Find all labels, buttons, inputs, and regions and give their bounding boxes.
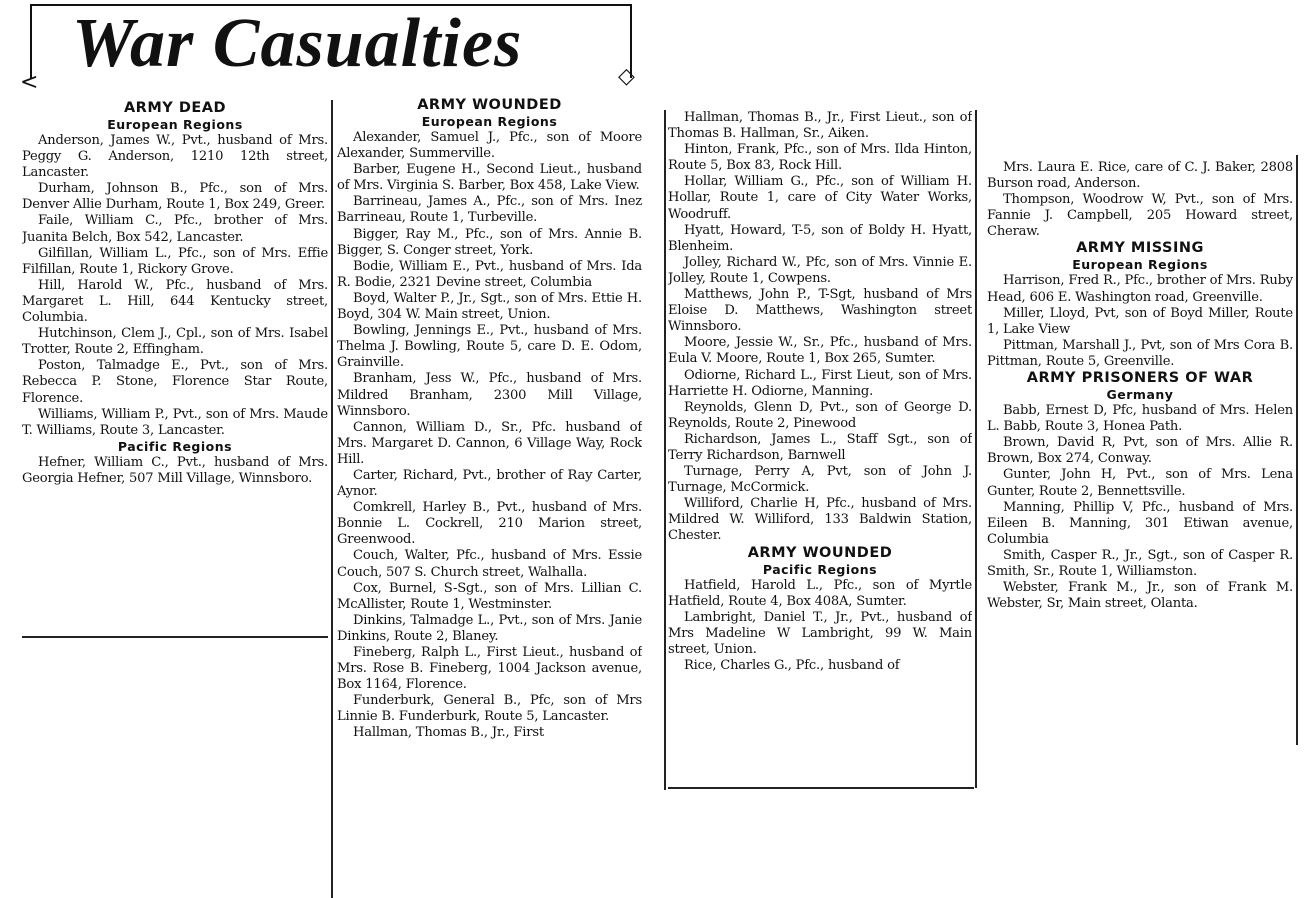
section-subheading: Germany [1106,387,1174,403]
casualty-entry: Smith, Casper R., Jr., Sgt., son of Casper R. Smith, Sr., Route 1, Williamston. [987,547,1293,579]
casualty-entry: Hinton, Frank, Pfc., son of Mrs. Ilda Hinton, Route 5, Box 83, Rock Hill. [668,142,972,174]
column-divider [975,110,977,788]
section-heading: ARMY WOUNDED [417,97,562,113]
casualty-entry: Bowling, Jennings E., Pvt., husband of Mrs. Thelma J. Bowling, Route 5, care D. E. Odom, Grainville. [337,323,642,371]
casualty-entry: Gunter, John H, Pvt., son of Mrs. Lena Gunter, Route 2, Bennettsville. [987,467,1293,499]
entry-list [668,110,972,545]
column-army-dead [22,100,328,630]
section-heading: ARMY DEAD [123,100,227,116]
casualty-entry: Richardson, James L., Staff Sgt., son of Terry Richardson, Barnwell [668,431,972,463]
corner-ornament-right: ◇ [618,64,635,89]
casualty-entry: Webster, Frank M., Jr., son of Frank M. Webster, Sr, Main street, Olanta. [987,580,1293,612]
casualty-entry: Babb, Ernest D, Pfc, husband of Mrs. Helen L. Babb, Route 3, Honea Path. [987,403,1293,435]
casualty-entry: Couch, Walter, Pfc., husband of Mrs. Essie Couch, 507 S. Church street, Walhalla. [337,548,642,580]
casualty-entry: Funderburk, General B., Pfc, son of Mrs Linnie B. Funderburk, Route 5, Lancaster. [337,693,642,725]
casualty-entry: Turnage, Perry A, Pvt, son of John J. Turnage, McCormick. [668,464,972,496]
casualty-entry: Hyatt, Howard, T-5, son of Boldy H. Hyatt, Blenheim. [668,222,972,254]
section-heading: ARMY PRISONERS OF WAR [1026,370,1254,387]
casualty-entry: Hutchinson, Clem J., Cpl., son of Mrs. Isabel Trotter, Route 2, Effingham. [22,326,328,358]
casualty-entry: Durham, Johnson B., Pfc., son of Mrs. Denver Allie Durham, Route 1, Box 249, Greer. [22,181,328,213]
section-subheading: Pacific Regions [117,438,233,454]
casualty-entry: Pittman, Marshall J., Pvt, son of Mrs Cora B. Pittman, Route 5, Greenville. [987,337,1293,369]
casualty-entry: Comkrell, Harley B., Pvt., husband of Mrs. Bonnie L. Cockrell, 210 Marion street, Greenwood. [337,500,642,548]
casualty-entry: Odiorne, Richard L., First Lieut, son of Mrs. Harriette H. Odiorne, Manning. [668,367,972,399]
column-divider [664,110,666,790]
casualty-entry: Cox, Burnel, S-Sgt., son of Mrs. Lillian C. McAllister, Route 1, Westminster. [337,580,642,612]
casualty-entry: Carter, Richard, Pvt., brother of Ray Carter, Aynor. [337,467,642,500]
casualty-entry: Mrs. Laura E. Rice, care of C. J. Baker, 2808 Burson road, Anderson. [987,160,1293,192]
section-subheading: European Regions [1072,257,1208,273]
casualty-entry: Barrineau, James A., Pfc., son of Mrs. Inez Barrineau, Route 1, Turbeville. [337,194,642,226]
entry-list [337,130,642,742]
casualty-entry: Thompson, Woodrow W, Pvt., son of Mrs. Fannie J. Campbell, 205 Howard street, Cheraw. [987,192,1293,240]
section-subheading: European Regions [421,114,558,129]
casualty-entry: Dinkins, Talmadge L., Pvt., son of Mrs. Janie Dinkins, Route 2, Blaney. [337,612,642,644]
casualty-entry: Branham, Jess W., Pfc., husband of Mrs. Mildred Branham, 2300 Mill Village, Winnsboro. [337,371,642,419]
casualty-entry: Miller, Lloyd, Pvt, son of Boyd Miller, Route 1, Lake View [987,305,1293,337]
casualty-entry: Brown, David R, Pvt, son of Mrs. Allie R. Brown, Box 274, Conway. [987,435,1293,467]
column-end-rule [668,787,974,789]
casualty-entry: Faile, William C., Pfc., brother of Mrs. Juanita Belch, Box 542, Lancaster. [22,213,328,245]
casualty-entry: Hallman, Thomas B., Jr., First [353,725,544,741]
casualty-entry: Fineberg, Ralph L., First Lieut., husband of Mrs. Rose B. Fineberg, 1004 Jackson avenue, Box 1164, Florence. [337,645,642,693]
casualty-entry: Reynolds, Glenn D, Pvt., son of George D. Reynolds, Route 2, Pinewood [668,399,972,431]
casualty-entry: Boyd, Walter P., Jr., Sgt., son of Mrs. Ettie H. Boyd, 304 W. Main street, Union. [337,290,642,323]
column-army-wounded-continued [668,110,972,782]
section-subheading: Pacific Regions [762,561,878,577]
entry-list [987,403,1293,612]
casualty-entry: Bigger, Ray M., Pfc., son of Mrs. Annie B. Bigger, S. Conger street, York. [337,226,642,258]
corner-ornament-left: < [20,70,39,95]
entry-list [987,160,1293,240]
section-subheading: European Regions [107,117,243,132]
page-title: War Casualties [72,5,523,82]
column-end-rule [22,636,328,638]
section-heading: ARMY WOUNDED [747,544,893,561]
casualty-entry: Moore, Jessie W., Sr., Pfc., husband of Mrs. Eula V. Moore, Route 1, Box 265, Sumter. [668,335,972,367]
casualty-entry: Cannon, William D., Sr., Pfc. husband of Mrs. Margaret D. Cannon, 6 Village Way, Rock Hill. [337,419,642,467]
casualty-entry: Hallman, Thomas B., Jr., First Lieut., son of Thomas B. Hallman, Sr., Aiken. [668,110,972,142]
casualty-entry: Poston, Talmadge E., Pvt., son of Mrs. Rebecca P. Stone, Florence Star Route, Florence. [22,358,328,406]
casualty-entry: Alexander, Samuel J., Pfc., son of Moore Alexander, Summerville. [337,130,642,162]
entry-list [22,133,328,439]
section-heading: ARMY MISSING [1076,240,1204,257]
entry-list [22,455,328,487]
casualty-entry: Barber, Eugene H., Second Lieut., husband of Mrs. Virginia S. Barber, Box 458, Lake View. [337,162,642,194]
casualty-entry: Lambright, Daniel T., Jr., Pvt., husband of Mrs Madeline W Lambright, 99 W. Main street, Union. [668,609,972,657]
casualty-entry: Williford, Charlie H, Pfc., husband of Mrs. Mildred W. Williford, 133 Baldwin Station, Chester. [668,496,972,544]
column-divider [1296,155,1298,745]
casualty-entry: Gilfillan, William L., Pfc., son of Mrs. Effie Filfillan, Route 1, Rickory Grove. [22,245,328,277]
casualty-entry: Matthews, John P., T-Sgt, husband of Mrs Eloise D. Matthews, Washington street Winnsboro. [668,287,972,335]
column-divider [331,100,333,898]
casualty-entry: Hill, Harold W., Pfc., husband of Mrs. Margaret L. Hill, 644 Kentucky street, Columbia. [22,277,328,326]
casualty-entry: Jolley, Richard W., Pfc, son of Mrs. Vinnie E. Jolley, Route 1, Cowpens. [668,254,972,286]
casualty-entry: Hatfield, Harold L., Pfc., son of Myrtle Hatfield, Route 4, Box 408A, Sumter. [668,577,972,609]
casualty-entry: Rice, Charles G., Pfc., husband of [684,658,900,673]
column-missing-and-prisoners [987,160,1293,760]
casualty-entry: Hefner, William C., Pvt., husband of Mrs. Georgia Hefner, 507 Mill Village, Winnsboro. [22,454,328,486]
casualty-entry: Bodie, William E., Pvt., husband of Mrs. Ida R. Bodie, 2321 Devine street, Columbia [337,258,642,290]
column-army-wounded-european [337,97,642,898]
casualty-entry: Hollar, William G., Pfc., son of William H. Hollar, Route 1, care of City Water Works, Woodruff. [668,174,972,222]
casualty-entry: Williams, William P., Pvt., son of Mrs. Maude T. Williams, Route 3, Lancaster. [22,406,328,438]
casualty-entry: Harrison, Fred R., Pfc., brother of Mrs. Ruby Head, 606 E. Washington road, Greenville. [987,273,1293,305]
entry-list [987,273,1293,370]
casualty-entry: Manning, Phillip V, Pfc., husband of Mrs. Eileen B. Manning, 301 Etiwan avenue, Columbia [987,499,1293,547]
casualty-entry: Anderson, James W., Pvt., husband of Mrs. Peggy G. Anderson, 1210 12th street, Lancaster. [22,133,328,181]
entry-list [668,578,972,675]
